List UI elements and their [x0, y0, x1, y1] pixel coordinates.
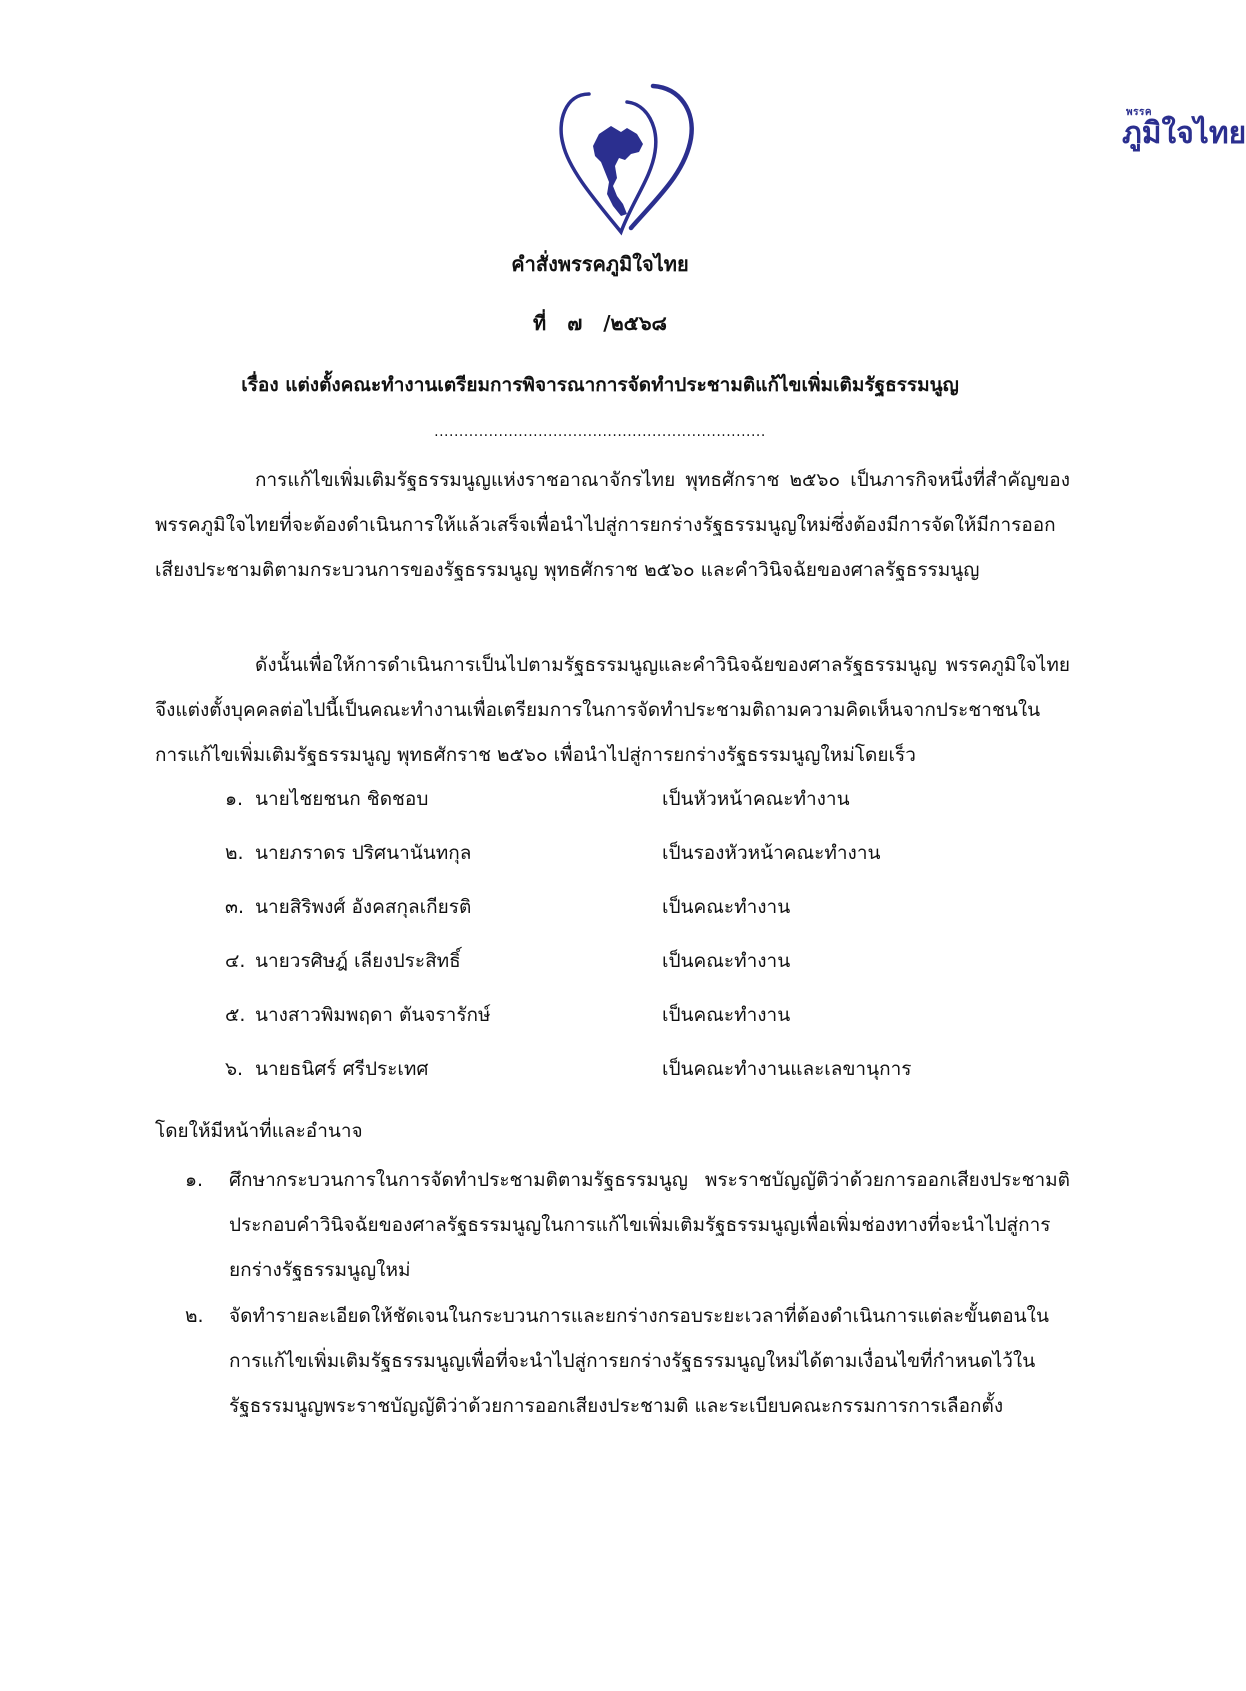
- paragraph-1-text: การแก้ไขเพิ่มเติมรัฐธรรมนูญแห่งราชอาณาจักรไทย พุทธศักราช ๒๕๖๐ เป็นภารกิจหนึ่งที่สำคัญของพรรคภูมิใจไทยที่จะต้องดำเนินการให้แล้วเสร็จเพื่อนำไปสู่การยกร่างรัฐธรรมนูญใหม่ซึ่งต้องมีการจัดให้มีการออกเสียงประชามติตามกระบวนการของรัฐธรรมนูญ พุทธศักราช ๒๕๖๐ และคำวินิจฉัยของศาลรัฐธรรมนูญ: [155, 469, 1070, 581]
- list-item: [225, 946, 1125, 1000]
- member-role: เป็นคณะทำงาน: [662, 896, 791, 918]
- member-name: นายวรศิษฎ์ เลียงประสิทธิ์: [255, 950, 461, 972]
- member-list: [225, 784, 1125, 1108]
- member-role: เป็นรองหัวหน้าคณะทำงาน: [662, 842, 881, 864]
- list-item: [225, 784, 1125, 838]
- logo-small-text: พรรค: [1126, 107, 1153, 118]
- logo-name-text: ภูมิใจไทย: [1122, 116, 1246, 151]
- list-item: [225, 892, 1125, 946]
- order-number: ที่ ๗ /๒๕๖๘: [533, 311, 667, 335]
- member-name: นายไชยชนก ชิดชอบ: [255, 788, 429, 810]
- paragraph-2: [155, 643, 1070, 778]
- paragraph-2-text: ดังนั้นเพื่อให้การดำเนินการเป็นไปตามรัฐธรรมนูญและคำวินิจฉัยของศาลรัฐธรรมนูญ พรรคภูมิใจไทยจึงแต่งตั้งบุคคลต่อไปนี้เป็นคณะทำงานเพื่อเตรียมการในการจัดทำประชามติถามความคิดเห็นจากประชาชนในการแก้ไขเพิ่มเติมรัฐธรรมนูญ พุทธศักราช ๒๕๖๐ เพื่อนำไปสู่การยกร่างรัฐธรรมนูญใหม่โดยเร็ว: [155, 654, 1070, 766]
- duty-text: จัดทำรายละเอียดให้ชัดเจนในกระบวนการและยกร่างกรอบระยะเวลาที่ต้องดำเนินการแต่ละขั้นตอนในการแก้ไขเพิ่มเติมรัฐธรรมนูญเพื่อที่จะนำไปสู่การยกร่างรัฐธรรมนูญใหม่ได้ตามเงื่อนไขที่กำหนดไว้ในรัฐธรรมนูญพระราชบัญญัติว่าด้วยการออกเสียงประชามติ และระเบียบคณะกรรมการการเลือกตั้ง: [229, 1305, 1049, 1417]
- order-subject: เรื่อง แต่งตั้งคณะทำงานเตรียมการพิจารณาการจัดทำประชามติแก้ไขเพิ่มเติมรัฐธรรมนูญ: [241, 374, 959, 396]
- member-number: ๕.: [225, 1004, 246, 1026]
- member-name: นางสาวพิมพฤดา ตันจรารักษ์: [255, 1004, 491, 1026]
- member-number: ๑.: [225, 788, 244, 810]
- list-item: [225, 1000, 1125, 1054]
- member-role: เป็นคณะทำงานและเลขานุการ: [662, 1058, 912, 1080]
- member-number: ๖.: [225, 1058, 244, 1080]
- member-name: นายสิริพงศ์ อังคสกุลเกียรติ: [255, 896, 472, 918]
- duties-heading: โดยให้มีหน้าที่และอำนาจ: [155, 1120, 363, 1142]
- member-role: เป็นคณะทำงาน: [662, 1004, 791, 1026]
- heart-map-icon: [555, 82, 705, 242]
- member-name: นายภราดร ปริศนานันทกุล: [255, 842, 472, 864]
- party-logo: [555, 52, 1246, 242]
- member-role: เป็นหัวหน้าคณะทำงาน: [662, 788, 850, 810]
- member-name: นายธนิศร์ ศรีประเทศ: [255, 1058, 429, 1080]
- page-title: คำสั่งพรรคภูมิใจไทย: [511, 252, 689, 276]
- list-item: [225, 1054, 1125, 1108]
- member-role: เป็นคณะทำงาน: [662, 950, 791, 972]
- paragraph-1: [155, 458, 1070, 593]
- list-item: [225, 838, 1125, 892]
- duty-text: ศึกษากระบวนการในการจัดทำประชามติตามรัฐธรรมนูญ พระราชบัญญัติว่าด้วยการออกเสียงประชามติ ประกอบคำวินิจฉัยของศาลรัฐธรรมนูญในการแก้ไขเพิ่มเติมรัฐธรรมนูญเพื่อเพิ่มช่องทางที่จะนำไปสู่การยกร่างรัฐธรรมนูญใหม่: [229, 1169, 1070, 1281]
- member-number: ๔.: [225, 950, 246, 972]
- duty-number: ๑.: [185, 1169, 204, 1191]
- duty-number: ๒.: [185, 1305, 204, 1327]
- dotted-divider: ...................................................................: [434, 424, 766, 440]
- member-number: ๒.: [225, 842, 244, 864]
- member-number: ๓.: [225, 896, 245, 918]
